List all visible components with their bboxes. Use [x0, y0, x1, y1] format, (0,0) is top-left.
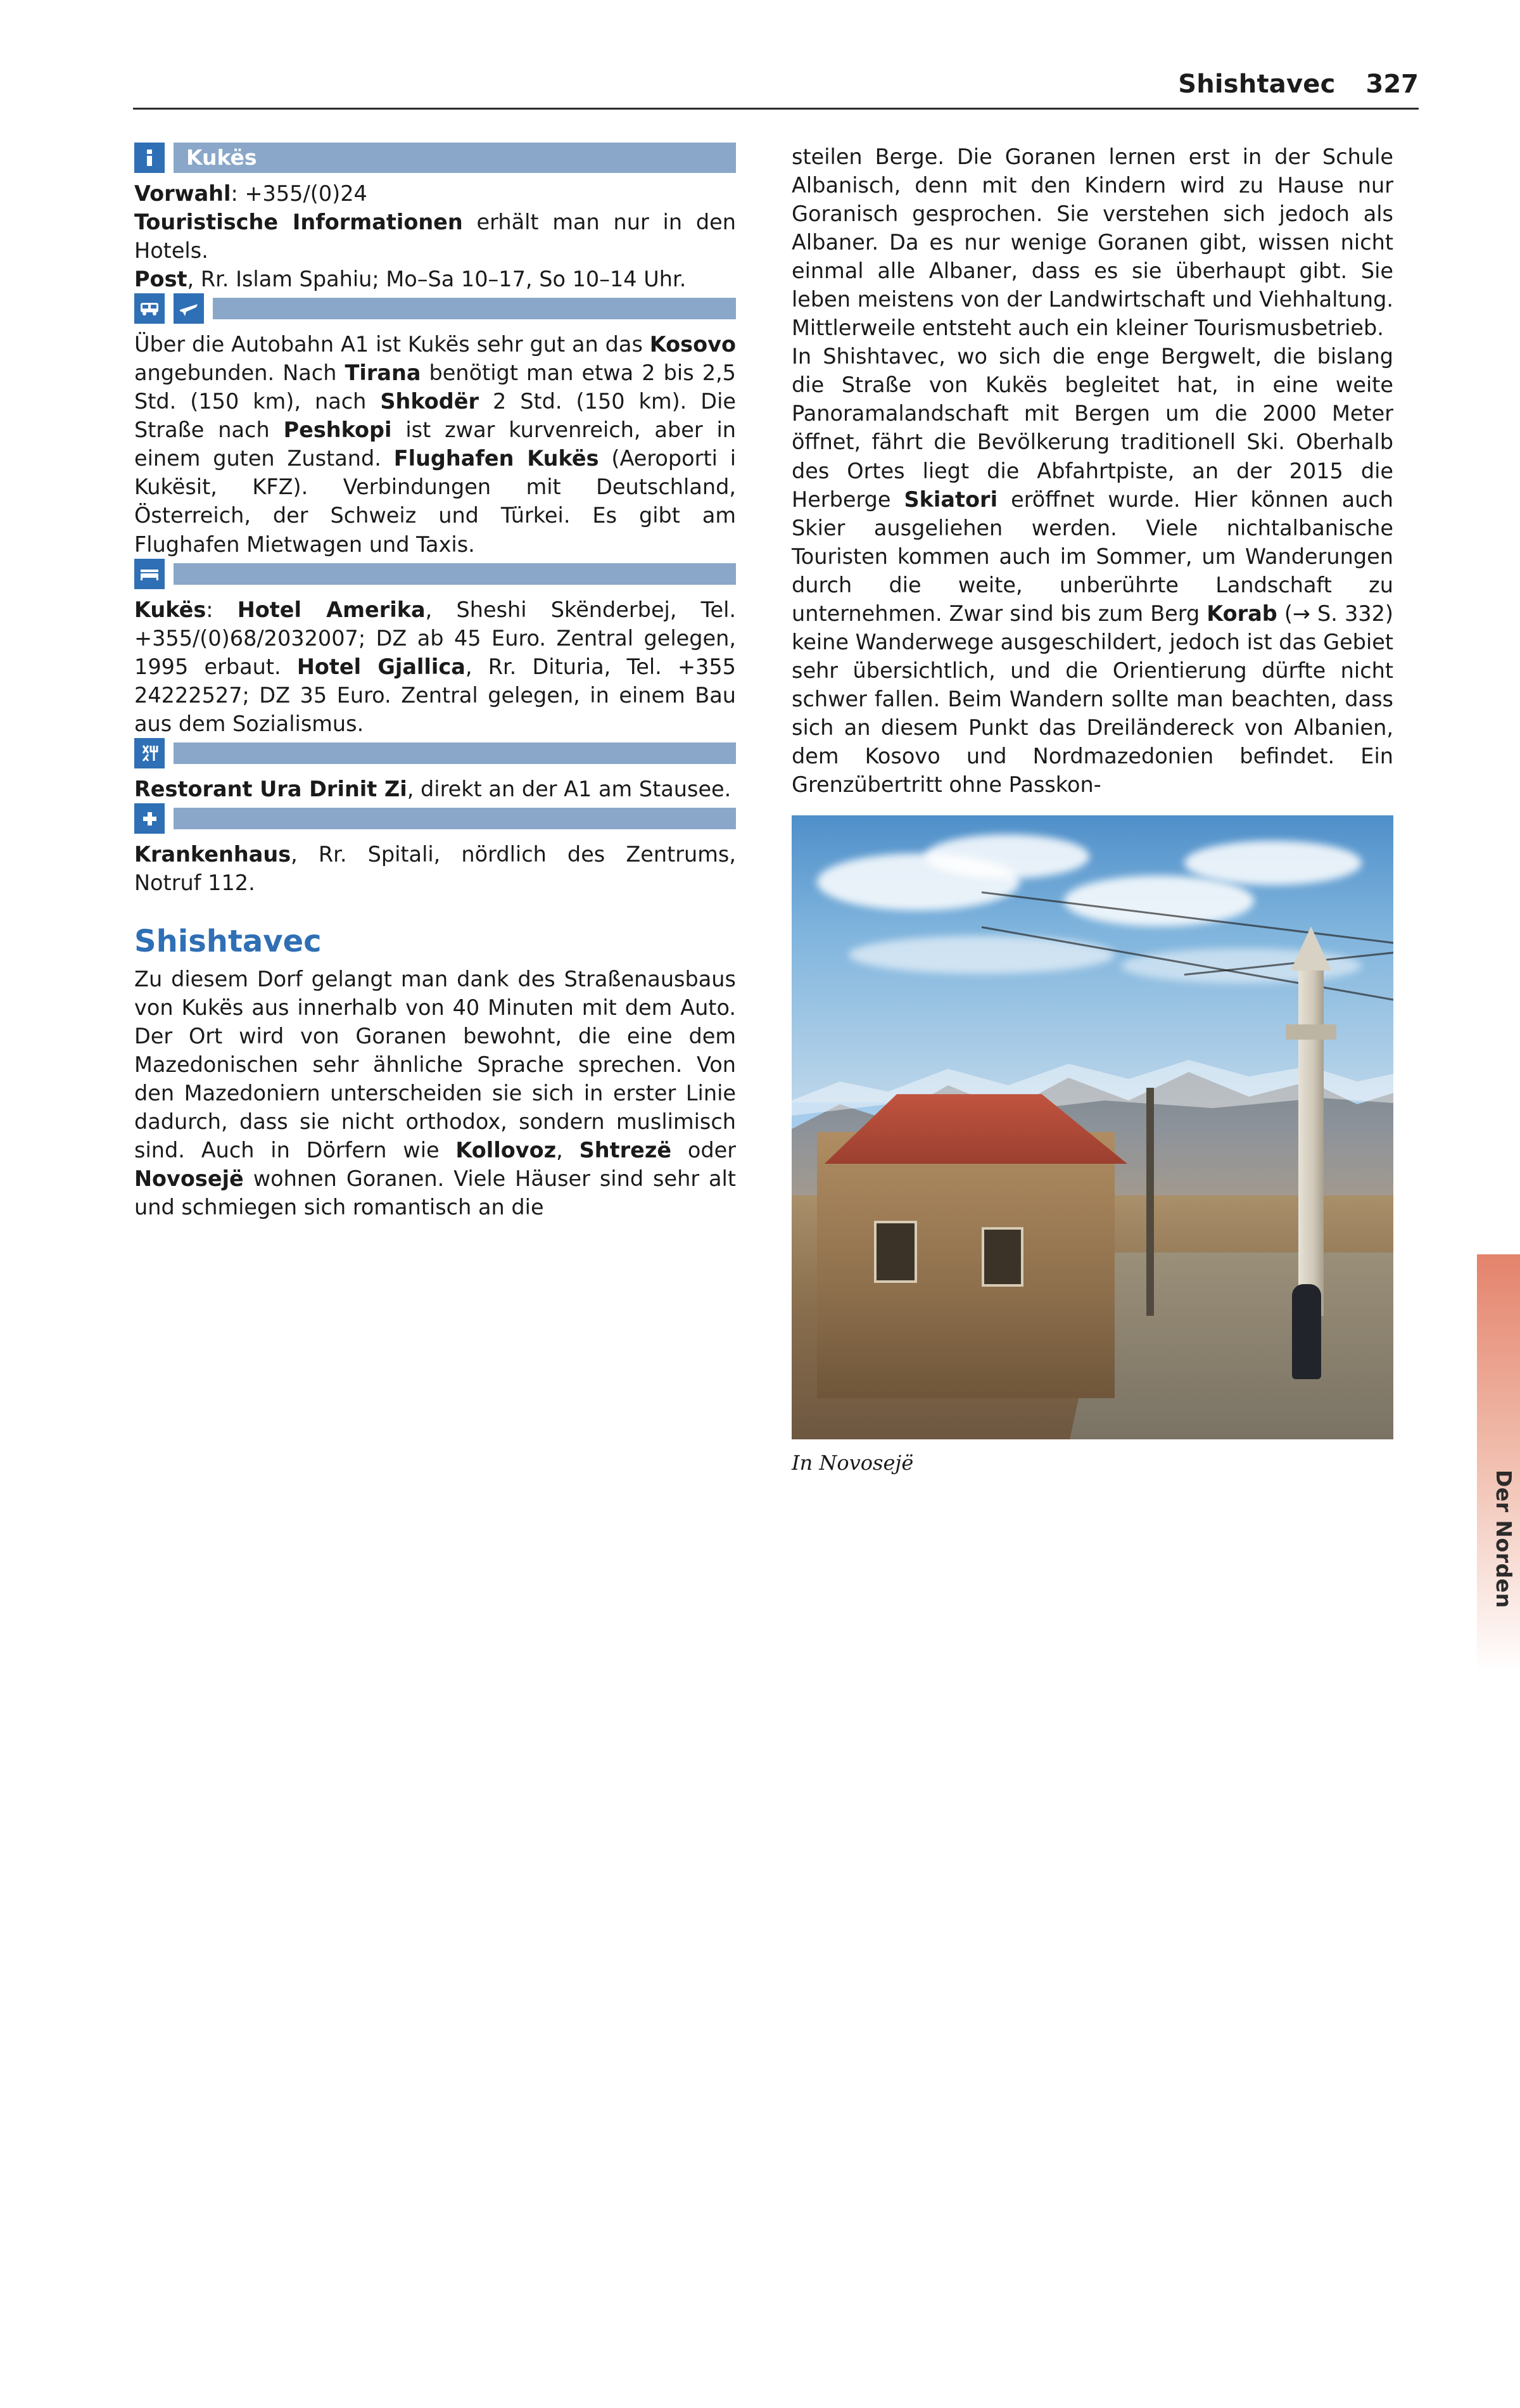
- info-text-restaurant: Restorant Ura Drinit Zi, direkt an der A1 am Stausee.: [134, 776, 732, 801]
- photo-novoseje: [792, 815, 1393, 1439]
- info-block-medical: [134, 803, 736, 897]
- hotel-bar: [134, 559, 736, 589]
- photo-stone-house: [817, 1132, 1115, 1398]
- info-bar: [134, 143, 736, 173]
- info-text-transport: Über die Autobahn A1 ist Kukës sehr gut an das Kosovo angebunden. Nach Tirana benötigt man etwa 2 bis 2,5 Std. (150 km), nach Shkodër 2 Std. (150 km). Die Straße nach Peshkopi ist zwar kurvenreich, aber in einem guten Zustand. Flughafen Kukës (Aeroporti i Kukësit, KFZ). Verbindungen mit Deutschland, Österreich, der Schweiz und Türkei. Es gibt am Flughafen Mietwagen und Taxis.: [134, 332, 737, 557]
- restaurant-cutlery-icon: [134, 738, 165, 768]
- info-block-hotels: [134, 559, 736, 738]
- info-block-restaurant: [134, 738, 736, 803]
- photo-window: [982, 1227, 1023, 1287]
- chapter-side-tab: [1477, 1254, 1520, 1672]
- medical-cross-icon: [134, 803, 165, 834]
- medical-bar: [134, 803, 736, 834]
- right-column: [792, 143, 1393, 1477]
- photo-minaret-balcony: [1286, 1024, 1336, 1040]
- info-text-hotels: Kukës: Hotel Amerika, Sheshi Skënderbej, Tel. +355/(0)68/2032007; DZ ab 45 Euro. Zentral gelegen, 1995 erbaut. Hotel Gjallica, Rr. Dituria, Tel. +355 24222527; DZ 35 Euro. Zentral gelegen, in einem Bau aus dem Sozialismus.: [134, 597, 737, 736]
- photo-caption: In Novosejë: [792, 1451, 914, 1475]
- photo-person: [1292, 1284, 1321, 1379]
- page-number: 327: [1365, 70, 1419, 99]
- medical-bar-fill: [174, 808, 736, 829]
- photo-minaret: [1298, 961, 1324, 1316]
- bus-icon: [134, 293, 165, 324]
- right-body-paragraph-1: steilen Berge. Die Goranen lernen erst in der Schule Albanisch, denn mit den Kindern wird zu Hause nur Goranisch gesprochen. Sie verstehen sich jedoch als Albaner. Da es nur wenige Goranen gibt, wissen nicht einmal alle Albaner, dass es sie überhaupt gibt. Sie leben meistens von der Landwirtschaft und Viehhaltung. Mittlerweile entsteht auch ein kleiner Tourismusbetrieb.: [792, 144, 1393, 341]
- restaurant-bar-fill: [174, 742, 736, 764]
- photo-cloud: [925, 834, 1089, 879]
- photo-cloud: [849, 936, 1115, 974]
- info-text-medical: Krankenhaus, Rr. Spitali, nördlich des Zentrums, Notruf 112.: [134, 841, 736, 895]
- info-block-transport: [134, 293, 736, 558]
- transport-bar: [134, 293, 736, 324]
- left-column: [134, 143, 736, 1221]
- info-bar-label: Kukës: [174, 143, 736, 173]
- transport-bar-fill: [213, 298, 736, 319]
- hotel-bar-fill: [174, 563, 736, 585]
- restaurant-bar: [134, 738, 736, 768]
- chapter-side-tab-label: Der Norden: [1492, 1470, 1516, 1609]
- right-body-paragraph-2: In Shishtavec, wo sich die enge Bergwelt, die bislang die Straße von Kukës begleitet hat, in eine weite Panoramalandschaft mit Bergen um die 2000 Meter öffnet, fährt die Bevölkerung traditionell Ski. Oberhalb des Ortes liegt die Abfahrtpiste, an der 2015 die Herberge Skiatori eröffnet wurde. Hier können auch Skier ausgeliehen werden. Viele nichtalbanische Touristen kommen auch im Sommer, um Wanderungen durch die weite, unberührte Landschaft zu unternehmen. Zwar sind bis zum Berg Korab (→ S. 332) keine Wanderwege ausgeschildert, jedoch ist das Gebiet sehr übersichtlich, und die Orientierung dürfte nicht schwer fallen. Beim Wandern sollte man beachten, dass sich an diesem Punkt das Dreiländereck von Albanien, dem Kosovo und Nordmazedonien befindet. Ein Grenzübertritt ohne Passkon-: [792, 344, 1393, 798]
- photo-window: [874, 1221, 917, 1283]
- section-body-left: Zu diesem Dorf gelangt man dank des Straßenausbaus von Kukës aus innerhalb von 40 Minuten mit dem Auto. Der Ort wird von Goranen bewohnt, die eine dem Mazedonischen sehr ähnliche Sprache sprechen. Von den Mazedoniern unterscheiden sie sich in erster Linie dadurch, dass sie nicht orthodox, sondern muslimisch sind. Auch in Dörfern wie Kollovoz, Shtrezë oder Novosejë wohnen Goranen. Viele Häuser sind sehr alt und schmiegen sich romantisch an die: [134, 966, 736, 1220]
- page-header: [133, 70, 1419, 120]
- photo-utility-pole: [1146, 1088, 1154, 1316]
- photo-figure: [792, 815, 1393, 1477]
- photo-cloud: [1184, 841, 1362, 885]
- page-title: Shishtavec: [1178, 70, 1336, 99]
- photo-cloud: [1064, 876, 1254, 926]
- page-header-inner: [133, 70, 1419, 110]
- bed-icon: [134, 559, 165, 589]
- photo-road: [1069, 1252, 1393, 1439]
- info-block-kukes: [134, 143, 736, 293]
- information-icon: [134, 143, 165, 173]
- info-text-kukes: Vorwahl: +355/(0)24 Touristische Informationen erhält man nur in den Hotels. Post, Rr. Islam Spahiu; Mo–Sa 10–17, So 10–14 Uhr.: [134, 181, 736, 292]
- plane-icon: [174, 293, 204, 324]
- section-heading-shishtavec: Shishtavec: [134, 923, 322, 959]
